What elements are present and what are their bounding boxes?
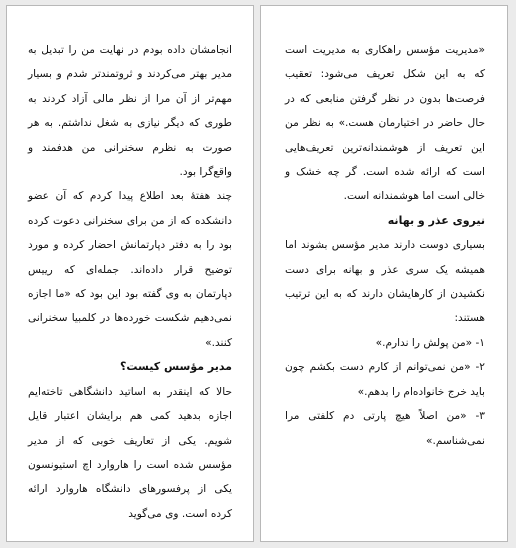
excuse-list — [285, 331, 485, 453]
paragraph: انجامشان داده بودم در نهایت من را تبدیل به مدیر بهتر می‌کردند و ثروتمندتر شدم و بسیار مهم‌تر از آن مرا از نظر مالی آزاد کردند به طوری که دیگر نیازی به شغل نداشتم. به هر صورت به نظرم سخنرانی من هدفمند و واقع‌گرا بود. — [28, 44, 232, 179]
paragraph: حالا که اینقدر به اساتید دانشگاهی تاخته‌ایم اجازه بدهید کمی هم برایشان اعتبار قایل شویم. یکی از تعاریف خوبی که از مدیر مؤسس شده است را هاروارد اچ استیونسون یکی از پرفسورهای دانشگاه هاروارد ارائه کرده است. وی می‌گوید — [28, 385, 232, 520]
right-page-content — [285, 38, 485, 453]
list-item: ۱- «من پولش را ندارم.» — [375, 336, 485, 349]
left-page-content — [28, 38, 232, 526]
list-item: ۲- «من نمی‌توانم از کارم دست بکشم چون باید خرج خانواده‌ام را بدهم.» — [285, 361, 485, 398]
paragraph: بسیاری دوست دارند مدیر مؤسس بشوند اما همیشه یک سری عذر و بهانه برای دست نکشیدن از کارهایشان دارند که به این ترتیب هستند: — [285, 239, 485, 325]
paragraph: چند هفتهٔ بعد اطلاع پیدا کردم که آن عضو دانشکده که از من برای سخنرانی دعوت کرده بود را به دفتر دپارتمانش احضار کرده و مورد توضیح قرار داده‌اند. جمله‌ای که رییس دپارتمان به وی گفته بود این بود که «ما اجازه نمی‌دهیم شکست خورده‌ها در کلمبیا سخنرانی کنند.» — [28, 190, 232, 349]
list-item: ۳- «من اصلاً هیچ پارتی دم کلفتی مرا نمی‌شناسم.» — [285, 410, 485, 447]
left-page — [6, 5, 254, 542]
paragraph: «مدیریت مؤسس راهکاری به مدیریت است که به این شکل تعریف می‌شود: تعقیب فرصت‌ها بدون در نظر گرفتن منابعی که در حال حاضر در اختیارمان هست.» به نظر من این تعریف از هوشمندانه‌ترین تعریف‌هایی است که ارائه شده است. گر چه خشک و خالی است اما هوشمندانه است. — [285, 44, 485, 203]
section-heading: مدیر مؤسس کیست؟ — [120, 360, 232, 374]
right-page — [260, 5, 508, 542]
section-heading: نیروی عذر و بهانه — [387, 213, 485, 227]
